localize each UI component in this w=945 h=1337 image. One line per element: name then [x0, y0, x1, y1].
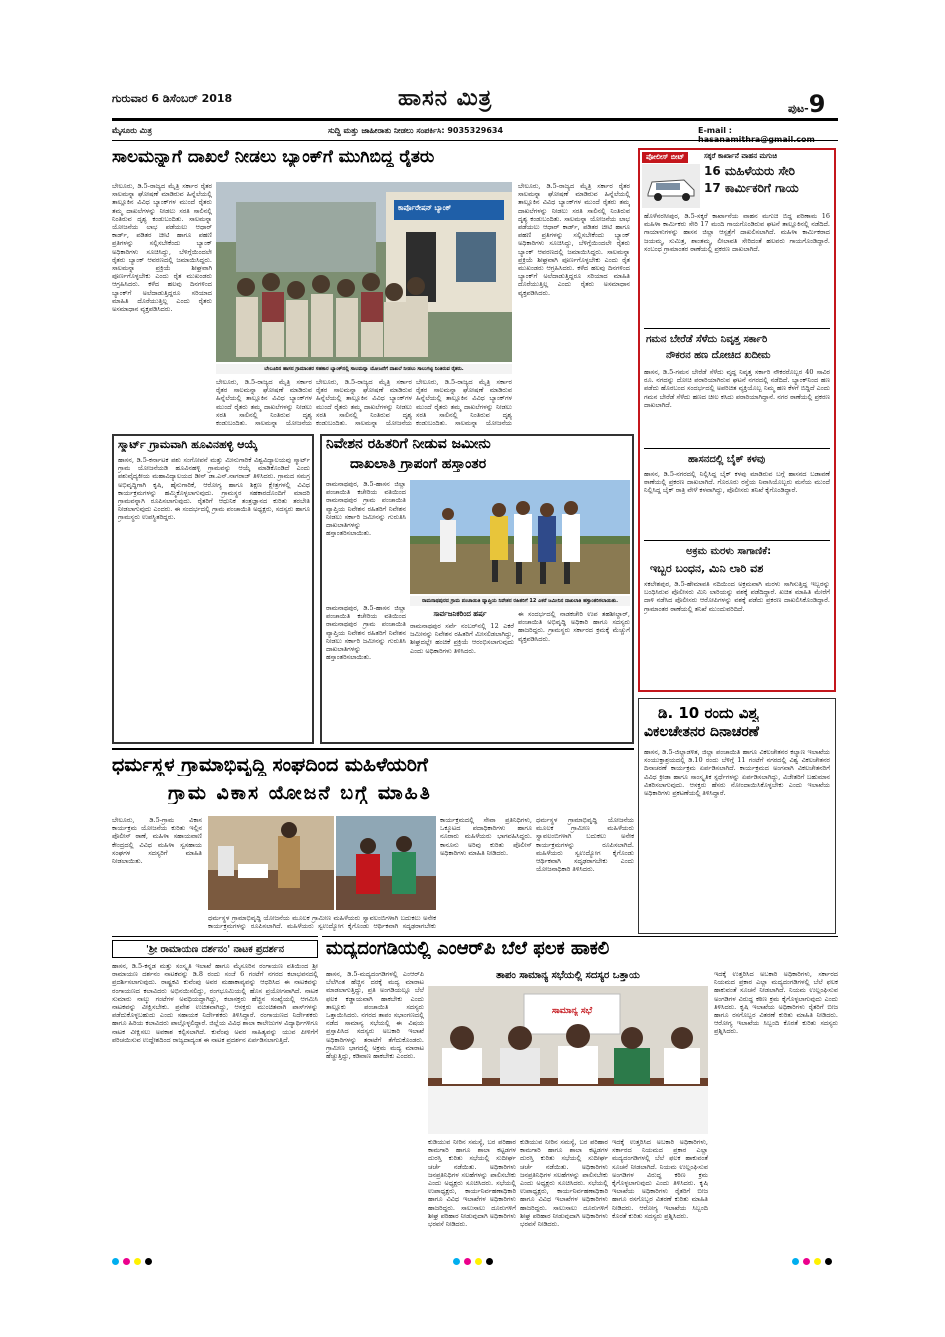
bike-headline: ಹಾಸನದಲ್ಲಿ ಬೈಕ್ ಕಳವು — [688, 454, 766, 465]
page-number: 9 — [808, 90, 826, 118]
police-head-c: 17 ಕಾರ್ಮಿಕರಿಗೆ ಗಾಯ — [704, 181, 799, 195]
land-photo — [410, 480, 630, 594]
story1-photo-caption: ಬೇಲೂರಿನ ಹಾಸನ ಗ್ರಾಮಾಂತರ ಸಹಕಾರ ಬ್ಯಾಂಕ್‌ನಲ್ಲಿ ಸಾಲಮನ್ನಾ ಯೋಜನೆಗೆ ದಾಖಲೆ ನೀಡಲು ಸಾಲುಗಟ್ಟಿ ನಿಂತಿರುವ ರೈತರು. — [216, 364, 512, 374]
bike-text: ಹಾಸನ, ಡಿ.5-ನಗರದಲ್ಲಿ ನಿಲ್ಲಿಸಿದ್ದ ಬೈಕ್ ಕಳವು ಮಾಡಿರುವ ಬಗ್ಗೆ ಹಾಸನದ ಬಡಾವಣೆ ಠಾಣೆಯಲ್ಲಿ ಪ್ರಕರಣ ದಾಖಲಾಗಿದೆ. ಗೊರೂರು ರಸ್ತೆಯ ನಿವಾಸಿಯೊಬ್ಬರು ಮನೆಯ ಮುಂದೆ ನಿಲ್ಲಿಸಿದ್ದ ಬೈಕ್ ರಾತ್ರಿ ವೇಳೆ ಕಳವಾಗಿದ್ದು, ಪೊಲೀಸರು ತನಿಖೆ ಕೈಗೊಂಡಿದ್ದಾರೆ. — [644, 470, 830, 495]
smart-headline: ಸ್ಮಾರ್ಟ್ ಗ್ರಾಮವಾಗಿ ಹೂವಿನಹಳ್ಳಿ ಆಯ್ಕೆ — [118, 438, 258, 451]
dot-black — [145, 1258, 152, 1265]
dharma-text-b: ಧರ್ಮಸ್ಥಳ ಗ್ರಾಮಾಭಿವೃದ್ಧಿ ಯೋಜನೆಯ ಮೂಲಕ ಗ್ರಾಮೀಣ ಮಹಿಳೆಯರು ಸ್ವಾವಲಂಬಿಗಳಾಗಿ ಬದುಕಲು ಅನೇಕ ಕಾರ್ಯಕ್ರಮಗಳನ್ನು ರೂಪಿಸಲಾಗಿದೆ. ಮಹಿಳೆಯರು ಸ್ವಉದ್ಯೋಗ ಕೈಗೊಂಡು ಆರ್ಥಿಕವಾಗಿ ಸದೃಢರಾಗಬೇಕು — [208, 914, 436, 931]
ramayana-headline: 'ಶ್ರೀ ರಾಮಾಯಣ ದರ್ಶನಂ' ನಾಟಕ ಪ್ರದರ್ಶನ — [112, 940, 318, 958]
newspaper-page — [98, 86, 840, 1266]
land-text-left-2: ರಾಮನಾಥಪುರ, ಡಿ.5-ಹಾಸನ ಜಿಲ್ಲಾ ಪಂಚಾಯಿತಿ ಕಚೇರಿಯ ವತಿಯಿಂದ ರಾಮನಾಥಪುರ ಗ್ರಾಮ ಪಂಚಾಯಿತಿ ವ್ಯಾಪ್ತಿಯ ನಿವೇಶನ ರಹಿತರಿಗೆ ನಿವೇಶನ ನೀಡಲು ಸರ್ಕಾರಿ ಜಮೀನನ್ನು ಗುರುತಿಸಿ ದಾಖಲಾತಿಗಳನ್ನು ಹಸ್ತಾಂತರಿಸಲಾಯಿತು. — [326, 604, 406, 662]
mrp-text-mid-2: ಕುಡಿಯುವ ನೀರಿನ ಸಮಸ್ಯೆ, ಬರ ಪರಿಹಾರ ಕಾಮಗಾರಿ ಹಾಗೂ ಶಾಲಾ ಕಟ್ಟಡಗಳ ದುರಸ್ತಿ ಕುರಿತು ಸಭೆಯಲ್ಲಿ ಸುದೀರ್ಘ ಚರ್ಚೆ ನಡೆಯಿತು. ಅಧಿಕಾರಿಗಳು ಜನಪ್ರತಿನಿಧಿಗಳ ಸಲಹೆಗಳನ್ನು ಪಾಲಿಸಬೇಕು ಎಂದು ಅಧ್ಯಕ್ಷರು ಸೂಚಿಸಿದರು. ಸಭೆಯಲ್ಲಿ ಉಪಾಧ್ಯಕ್ಷರು, ಕಾರ್ಯನಿರ್ವಹಣಾಧಿಕಾರಿ ಹಾಗೂ ವಿವಿಧ ಇಲಾಖೆಗಳ ಅಧಿಕಾರಿಗಳು ಹಾಜರಿದ್ದರು. ಸಾಲುಸಾಲು ದೂರುಗಳಿಗೆ ಶೀಘ್ರ ಪರಿಹಾರ ನೀಡುವುದಾಗಿ ಅಧಿಕಾರಿಗಳು ಭರವಸೆ ನೀಡಿದರು. — [520, 1138, 608, 1229]
fraud-rule — [644, 328, 830, 329]
police-badge: ಪೋಲೀಸ್ ಬೀಟ್ — [642, 152, 688, 163]
section-name: ಮೈಸೂರು ಮಿತ್ರ — [112, 126, 152, 135]
sand-headline-a: ಅಕ್ರಮ ಮರಳು ಸಾಗಾಣಿಕೆ: — [686, 546, 772, 557]
masthead-title: ಹಾಸನ ಮಿತ್ರ — [398, 86, 493, 111]
fraud-text: ಹಾಸನ, ಡಿ.5-ಗಮನ ಬೇರೆಡೆ ಸೆಳೆದು ವೃದ್ಧ ನಿವೃತ್ತ ಸರ್ಕಾರಿ ನೌಕರರೊಬ್ಬರ 40 ಸಾವಿರ ರೂ. ನಗದನ್ನು ದೋಚಿ ಪರಾರಿಯಾಗಿರುವ ಘಟನೆ ನಗರದಲ್ಲಿ ನಡೆದಿದೆ. ಬ್ಯಾಂಕ್‌ನಿಂದ ಹಣ ಪಡೆದು ಹೊರಬಂದ ಸಂದರ್ಭದಲ್ಲಿ ಅಪರಿಚಿತ ವ್ಯಕ್ತಿಯೊಬ್ಬ ನಿಮ್ಮ ಹಣ ಕೆಳಗೆ ಬಿದ್ದಿದೆ ಎಂದು ಗಮನ ಬೇರೆಡೆ ಸೆಳೆದು ಹಣದ ಚೀಲ ಕಸಿದು ಪರಾರಿಯಾಗಿದ್ದಾನೆ. ನಗರ ಠಾಣೆಯಲ್ಲಿ ಪ್ರಕರಣ ದಾಖಲಾಗಿದೆ. — [644, 368, 830, 409]
smart-text: ಹಾಸನ, ಡಿ.5-ಕರ್ನಾಟಕ ಪಶು ಸಂಗೋಪನೆ ಮತ್ತು ಮೀನುಗಾರಿಕೆ ವಿಶ್ವವಿದ್ಯಾಲಯವು ಸ್ಮಾರ್ಟ್ ಗ್ರಾಮ ಯೋಜನೆಯಡಿ ಹೂವಿನಹಳ್ಳಿ ಗ್ರಾಮವನ್ನು ಆಯ್ಕೆ ಮಾಡಿಕೊಂಡಿದೆ ಎಂದು ಪಶುವೈದ್ಯಕೀಯ ಮಹಾವಿದ್ಯಾಲಯದ ಡೀನ್ ಡಾ.ಎನ್.ನಾಗರಾಜ್ ತಿಳಿಸಿದರು. ಗ್ರಾಮದ ಸಮಗ್ರ ಅಭಿವೃದ್ಧಿಗಾಗಿ ಕೃಷಿ, ಹೈನುಗಾರಿಕೆ, ಆರೋಗ್ಯ ಹಾಗೂ ಶಿಕ್ಷಣ ಕ್ಷೇತ್ರಗಳಲ್ಲಿ ವಿವಿಧ ಕಾರ್ಯಕ್ರಮಗಳನ್ನು ಹಮ್ಮಿಕೊಳ್ಳಲಾಗುವುದು. ಗ್ರಾಮಸ್ಥರ ಸಹಕಾರದೊಂದಿಗೆ ಮಾದರಿ ಗ್ರಾಮವನ್ನಾಗಿ ರೂಪಿಸಲಾಗುವುದು. ರೈತರಿಗೆ ಆಧುನಿಕ ತಂತ್ರಜ್ಞಾನದ ಕುರಿತು ತರಬೇತಿ ನೀಡಲಾಗುವುದು ಎಂದರು. ಈ ಸಂದರ್ಭದಲ್ಲಿ ಗ್ರಾಮ ಪಂಚಾಯಿತಿ ಅಧ್ಯಕ್ಷರು, ಸದಸ್ಯರು ಹಾಗೂ ಗ್ರಾಮಸ್ಥರು ಉಪಸ್ಥಿತರಿದ್ದರು. — [118, 456, 310, 522]
dot-magenta — [123, 1258, 130, 1265]
land-headline-b: ದಾಖಲಾತಿ ಗ್ರಾಪಂಗೆ ಹಸ್ತಾಂತರ — [350, 456, 487, 472]
dot-black — [486, 1258, 493, 1265]
story1-text-col3: ಬೇಲೂರು, ಡಿ.5-ರಾಜ್ಯದ ಮೈತ್ರಿ ಸರ್ಕಾರ ರೈತರ ಸಾಲಮನ್ನಾ ಘೋಷಣೆ ಮಾಡಿರುವ ಹಿನ್ನೆಲೆಯಲ್ಲಿ ತಾಲ್ಲೂಕಿನ ವಿವಿಧ ಬ್ಯಾಂಕ್‌ಗಳ ಮುಂದೆ ರೈತರು ತಮ್ಮ ದಾಖಲೆಗಳನ್ನು ನೀಡಲು ಸರತಿ ಸಾಲಿನಲ್ಲಿ ನಿಂತಿರುವ ದೃಶ್ಯ ಕಂಡುಬಂದಿತು. ಸಾಲಮನ್ನಾ ಯೋಜನೆಯ — [316, 378, 412, 428]
disability-headline-b: ವಿಕಲಚೇತನರ ದಿನಾಚರಣೆ — [644, 724, 759, 740]
dot-cyan — [112, 1258, 119, 1265]
story1-photo — [216, 182, 512, 362]
sand-text: ಸಕಲೇಶಪುರ, ಡಿ.5-ಹೇಮಾವತಿ ನದಿಯಿಂದ ಅಕ್ರಮವಾಗಿ ಮರಳು ಸಾಗಿಸುತ್ತಿದ್ದ ಇಬ್ಬರನ್ನು ಬಂಧಿಸಿರುವ ಪೊಲೀಸರು ಮಿನಿ ಲಾರಿಯನ್ನು ವಶಕ್ಕೆ ಪಡೆದಿದ್ದಾರೆ. ಖಚಿತ ಮಾಹಿತಿ ಮೇರೆಗೆ ದಾಳಿ ನಡೆಸಿದ ಪೊಲೀಸರು ಆರೋಪಿಗಳನ್ನು ವಶಕ್ಕೆ ಪಡೆದು ಪ್ರಕರಣ ದಾಖಲಿಸಿಕೊಂಡಿದ್ದಾರೆ. ಗ್ರಾಮಾಂತರ ಠಾಣೆಯಲ್ಲಿ ತನಿಖೆ ಮುಂದುವರಿದಿದೆ. — [644, 580, 830, 613]
dot-yellow — [134, 1258, 141, 1265]
dot-black — [825, 1258, 832, 1265]
mrp-text-mid-1: ಕುಡಿಯುವ ನೀರಿನ ಸಮಸ್ಯೆ, ಬರ ಪರಿಹಾರ ಕಾಮಗಾರಿ ಹಾಗೂ ಶಾಲಾ ಕಟ್ಟಡಗಳ ದುರಸ್ತಿ ಕುರಿತು ಸಭೆಯಲ್ಲಿ ಸುದೀರ್ಘ ಚರ್ಚೆ ನಡೆಯಿತು. ಅಧಿಕಾರಿಗಳು ಜನಪ್ರತಿನಿಧಿಗಳ ಸಲಹೆಗಳನ್ನು ಪಾಲಿಸಬೇಕು ಎಂದು ಅಧ್ಯಕ್ಷರು ಸೂಚಿಸಿದರು. ಸಭೆಯಲ್ಲಿ ಉಪಾಧ್ಯಕ್ಷರು, ಕಾರ್ಯನಿರ್ವಹಣಾಧಿಕಾರಿ ಹಾಗೂ ವಿವಿಧ ಇಲಾಖೆಗಳ ಅಧಿಕಾರಿಗಳು ಹಾಜರಿದ್ದರು. ಸಾಲುಸಾಲು ದೂರುಗಳಿಗೆ ಶೀಘ್ರ ಪರಿಹಾರ ನೀಡುವುದಾಗಿ ಅಧಿಕಾರಿಗಳು ಭರವಸೆ ನೀಡಿದರು. — [428, 1138, 516, 1229]
registration-dots-left — [112, 1258, 152, 1265]
disability-headline-a: ಡಿ. 10 ರಂದು ವಿಶ್ವ — [658, 704, 760, 722]
masthead-rule-2 — [112, 140, 838, 141]
sand-headline-b: ಇಬ್ಬರ ಬಂಧನ, ಮಿನಿ ಲಾರಿ ವಶ — [650, 562, 764, 575]
email-line: E-mail : — [698, 126, 732, 135]
ramayana-rule — [112, 936, 318, 937]
story1-text-col2: ಬೇಲೂರು, ಡಿ.5-ರಾಜ್ಯದ ಮೈತ್ರಿ ಸರ್ಕಾರ ರೈತರ ಸಾಲಮನ್ನಾ ಘೋಷಣೆ ಮಾಡಿರುವ ಹಿನ್ನೆಲೆಯಲ್ಲಿ ತಾಲ್ಲೂಕಿನ ವಿವಿಧ ಬ್ಯಾಂಕ್‌ಗಳ ಮುಂದೆ ರೈತರು ತಮ್ಮ ದಾಖಲೆಗಳನ್ನು ನೀಡಲು ಸರತಿ ಸಾಲಿನಲ್ಲಿ ನಿಂತಿರುವ ದೃಶ್ಯ ಕಂಡುಬಂದಿತು. ಸಾಲಮನ್ನಾ ಯೋಜನೆಯ — [216, 378, 312, 428]
dharma-text-c: ಕಾರ್ಯಕ್ರಮದಲ್ಲಿ ಸೇವಾ ಪ್ರತಿನಿಧಿಗಳು, ಒಕ್ಕೂಟದ ಪದಾಧಿಕಾರಿಗಳು ಹಾಗೂ ನೂರಾರು ಮಹಿಳೆಯರು ಭಾಗವಹಿಸಿದ್ದರು. ಕಾನೂನು ಅರಿವು ಕುರಿತು ಪೊಲೀಸ್ ಅಧಿಕಾರಿಗಳು ಮಾಹಿತಿ ನೀಡಿದರು. — [440, 816, 532, 857]
mrp-text-right: ಇದಕ್ಕೆ ಉತ್ತರಿಸಿದ ಅಬಕಾರಿ ಅಧಿಕಾರಿಗಳು, ಸರ್ಕಾರದ ನಿಯಮದ ಪ್ರಕಾರ ಎಲ್ಲಾ ಮದ್ಯದಂಗಡಿಗಳಲ್ಲಿ ಬೆಲೆ ಫಲಕ ಹಾಕುವಂತೆ ಸೂಚನೆ ನೀಡಲಾಗಿದೆ. ನಿಯಮ ಉಲ್ಲಂಘಿಸುವ ಅಂಗಡಿಗಳ ವಿರುದ್ಧ ಕಠಿಣ ಕ್ರಮ ಕೈಗೊಳ್ಳಲಾಗುವುದು ಎಂದು ತಿಳಿಸಿದರು. ಕೃಷಿ ಇಲಾಖೆಯ ಅಧಿಕಾರಿಗಳು ರೈತರಿಗೆ ಬೀಜ ಹಾಗೂ ರಸಗೊಬ್ಬರ ವಿತರಣೆ ಕುರಿತು ಮಾಹಿತಿ ನೀಡಿದರು. ಆರೋಗ್ಯ ಇಲಾಖೆಯ ಸಿಬ್ಬಂದಿ ಕೊರತೆ ಕುರಿತು ಸದಸ್ಯರು ಪ್ರಶ್ನಿಸಿದರು. — [714, 970, 838, 1036]
dot-yellow — [814, 1258, 821, 1265]
mrp-banner-text: ಸಾಮಾನ್ಯ ಸಭೆ — [551, 1006, 593, 1016]
land-headline-a: ನಿವೇಶನ ರಹಿತರಿಗೆ ನೀಡುವ ಜಮೀನು — [326, 436, 491, 452]
sand-rule — [644, 540, 830, 541]
masthead-rule — [112, 118, 838, 121]
story1-text-col1: ಬೇಲೂರು, ಡಿ.5-ರಾಜ್ಯದ ಮೈತ್ರಿ ಸರ್ಕಾರ ರೈತರ ಸಾಲಮನ್ನಾ ಘೋಷಣೆ ಮಾಡಿರುವ ಹಿನ್ನೆಲೆಯಲ್ಲಿ ತಾಲ್ಲೂಕಿನ ವಿವಿಧ ಬ್ಯಾಂಕ್‌ಗಳ ಮುಂದೆ ರೈತರು ತಮ್ಮ ದಾಖಲೆಗಳನ್ನು ನೀಡಲು ಸರತಿ ಸಾಲಿನಲ್ಲಿ ನಿಂತಿರುವ ದೃಶ್ಯ ಕಂಡುಬಂದಿತು. ಸಾಲಮನ್ನಾ ಯೋಜನೆಯ ಲಾಭ ಪಡೆಯಲು ಆಧಾರ್ ಕಾರ್ಡ್, ಪಡಿತರ ಚೀಟಿ ಹಾಗೂ ಪಹಣಿ ಪ್ರತಿಗಳನ್ನು ಸಲ್ಲಿಸಬೇಕೆಂದು ಬ್ಯಾಂಕ್ ಅಧಿಕಾರಿಗಳು ಸೂಚಿಸಿದ್ದು, ಬೆಳಿಗ್ಗೆಯಿಂದಲೇ ರೈತರು ಬ್ಯಾಂಕ್ ಆವರಣದಲ್ಲಿ ಜಮಾಯಿಸಿದ್ದರು. ಸಾಲಮನ್ನಾ ಪ್ರಕ್ರಿಯೆ ಶೀಘ್ರವಾಗಿ ಪೂರ್ಣಗೊಳ್ಳಬೇಕು ಎಂದು ರೈತ ಮುಖಂಡರು ಆಗ್ರಹಿಸಿದರು. ಕಳೆದ ಹಲವು ದಿನಗಳಿಂದ ಬ್ಯಾಂಕ್‌ಗೆ ಅಲೆದಾಡುತ್ತಿದ್ದರೂ ಸರಿಯಾದ ಮಾಹಿತಿ ದೊರೆಯುತ್ತಿಲ್ಲ ಎಂದು ರೈತರು ಅಸಮಾಧಾನ ವ್ಯಕ್ತಪಡಿಸಿದರು. — [112, 182, 212, 314]
contact-line: ಸುದ್ದಿ ಮತ್ತು ಜಾಹೀರಾತು ನೀಡಲು ಸಂಪರ್ಕಿಸಿ: 9035329634 — [328, 126, 504, 135]
story1-headline: ಸಾಲಮನ್ನಾಗೆ ದಾಖಲೆ ನೀಡಲು ಬ್ಯಾಂಕ್‌ಗೆ ಮುಗಿಬಿದ್ದ ರೈತರು — [112, 147, 435, 167]
dharma-photo — [208, 816, 334, 910]
page-label — [788, 90, 825, 118]
dharma-photo-2 — [336, 816, 436, 910]
police-head-a: ಸಕ್ಕರೆ ಕಾರ್ಖಾನೆ ವಾಹನ ಮಗುಚಿ — [704, 152, 777, 160]
land-text-left: ರಾಮನಾಥಪುರ, ಡಿ.5-ಹಾಸನ ಜಿಲ್ಲಾ ಪಂಚಾಯಿತಿ ಕಚೇರಿಯ ವತಿಯಿಂದ ರಾಮನಾಥಪುರ ಗ್ರಾಮ ಪಂಚಾಯಿತಿ ವ್ಯಾಪ್ತಿಯ ನಿವೇಶನ ರಹಿತರಿಗೆ ನಿವೇಶನ ನೀಡಲು ಸರ್ಕಾರಿ ಜಮೀನನ್ನು ಗುರುತಿಸಿ ದಾಖಲಾತಿಗಳನ್ನು ಹಸ್ತಾಂತರಿಸಲಾಯಿತು. — [326, 480, 406, 538]
mrp-text-mid-3: ಇದಕ್ಕೆ ಉತ್ತರಿಸಿದ ಅಬಕಾರಿ ಅಧಿಕಾರಿಗಳು, ಸರ್ಕಾರದ ನಿಯಮದ ಪ್ರಕಾರ ಎಲ್ಲಾ ಮದ್ಯದಂಗಡಿಗಳಲ್ಲಿ ಬೆಲೆ ಫಲಕ ಹಾಕುವಂತೆ ಸೂಚನೆ ನೀಡಲಾಗಿದೆ. ನಿಯಮ ಉಲ್ಲಂಘಿಸುವ ಅಂಗಡಿಗಳ ವಿರುದ್ಧ ಕಠಿಣ ಕ್ರಮ ಕೈಗೊಳ್ಳಲಾಗುವುದು ಎಂದು ತಿಳಿಸಿದರು. ಕೃಷಿ ಇಲಾಖೆಯ ಅಧಿಕಾರಿಗಳು ರೈತರಿಗೆ ಬೀಜ ಹಾಗೂ ರಸಗೊಬ್ಬರ ವಿತರಣೆ ಕುರಿತು ಮಾಹಿತಿ ನೀಡಿದರು. ಆರೋಗ್ಯ ಇಲಾಖೆಯ ಸಿಬ್ಬಂದಿ ಕೊರತೆ ಕುರಿತು ಸದಸ್ಯರು ಪ್ರಶ್ನಿಸಿದರು. — [612, 1138, 708, 1220]
dot-magenta — [803, 1258, 810, 1265]
fraud-headline-b: ನೌಕರನ ಹಣ ದೋಚಿದ ಖದೀಮ — [666, 350, 771, 361]
mrp-text-left: ಹಾಸನ, ಡಿ.5-ಮದ್ಯದಂಗಡಿಗಳಲ್ಲಿ ಎಂಆರ್‌ಪಿ ಬೆಲೆಗಿಂತ ಹೆಚ್ಚಿನ ದರಕ್ಕೆ ಮದ್ಯ ಮಾರಾಟ ಮಾಡಲಾಗುತ್ತಿದ್ದು, ಪ್ರತಿ ಅಂಗಡಿಯಲ್ಲೂ ಬೆಲೆ ಫಲಕ ಕಡ್ಡಾಯವಾಗಿ ಹಾಕಬೇಕು ಎಂದು ತಾಲ್ಲೂಕು ಪಂಚಾಯಿತಿ ಸದಸ್ಯರು ಒತ್ತಾಯಿಸಿದರು. ನಗರದ ತಾಪಂ ಸಭಾಂಗಣದಲ್ಲಿ ನಡೆದ ಸಾಮಾನ್ಯ ಸಭೆಯಲ್ಲಿ ಈ ವಿಷಯ ಪ್ರಸ್ತಾಪಿಸಿದ ಸದಸ್ಯರು ಅಬಕಾರಿ ಇಲಾಖೆ ಅಧಿಕಾರಿಗಳನ್ನು ತರಾಟೆಗೆ ತೆಗೆದುಕೊಂಡರು. ಗ್ರಾಮೀಣ ಭಾಗದಲ್ಲಿ ಅಕ್ರಮ ಮದ್ಯ ಮಾರಾಟ ಹೆಚ್ಚುತ್ತಿದ್ದು, ಕಡಿವಾಣ ಹಾಕಬೇಕು ಎಂದರು. — [326, 970, 424, 1061]
mrp-photo — [428, 986, 708, 1134]
police-head-b: 16 ಮಹಿಳೆಯರು ಸೇರಿ — [704, 164, 795, 178]
land-subhead: ಸಾರ್ವಜನಿಕರಿಂದ ಹರ್ಷ — [433, 610, 487, 618]
story1-text-col4: ಬೇಲೂರು, ಡಿ.5-ರಾಜ್ಯದ ಮೈತ್ರಿ ಸರ್ಕಾರ ರೈತರ ಸಾಲಮನ್ನಾ ಘೋಷಣೆ ಮಾಡಿರುವ ಹಿನ್ನೆಲೆಯಲ್ಲಿ ತಾಲ್ಲೂಕಿನ ವಿವಿಧ ಬ್ಯಾಂಕ್‌ಗಳ ಮುಂದೆ ರೈತರು ತಮ್ಮ ದಾಖಲೆಗಳನ್ನು ನೀಡಲು ಸರತಿ ಸಾಲಿನಲ್ಲಿ ನಿಂತಿರುವ ದೃಶ್ಯ ಕಂಡುಬಂದಿತು. ಸಾಲಮನ್ನಾ ಯೋಜನೆಯ — [416, 378, 512, 428]
dharma-headline-a: ಧರ್ಮಸ್ಥಳ ಗ್ರಾಮಾಭಿವೃದ್ಧಿ ಸಂಘದಿಂದ ಮಹಿಳೆಯರಿಗೆ — [112, 754, 428, 776]
ramayana-text: ಹಾಸನ, ಡಿ.5-ಕನ್ನಡ ಮತ್ತು ಸಂಸ್ಕೃತಿ ಇಲಾಖೆ ಹಾಗೂ ಮೈಸೂರಿನ ರಂಗಾಯಣ ವತಿಯಿಂದ ಶ್ರೀ ರಾಮಾಯಣ ದರ್ಶನಂ ನಾಟಕವನ್ನು ಡಿ.8 ರಂದು ಸಂಜೆ 6 ಗಂಟೆಗೆ ನಗರದ ಕಲಾಭವನದಲ್ಲಿ ಪ್ರದರ್ಶಿಸಲಾಗುವುದು. ರಾಷ್ಟ್ರಕವಿ ಕುವೆಂಪು ಅವರ ಮಹಾಕಾವ್ಯವನ್ನು ಆಧರಿಸಿದ ಈ ನಾಟಕವನ್ನು ರಂಗಾಯಣದ ಕಲಾವಿದರು ಅಭಿನಯಿಸಲಿದ್ದು, ರಂಗಭೂಮಿಯಲ್ಲಿ ಹೊಸ ಪ್ರಯೋಗವಾಗಿದೆ. ನಾಟಕ ಸುಮಾರು ನಾಲ್ಕು ಗಂಟೆಗಳ ಅವಧಿಯದ್ದಾಗಿದ್ದು, ಕಲಾಸಕ್ತರು ಹೆಚ್ಚಿನ ಸಂಖ್ಯೆಯಲ್ಲಿ ಆಗಮಿಸಿ ನಾಟಕವನ್ನು ವೀಕ್ಷಿಸಬೇಕು. ಪ್ರವೇಶ ಉಚಿತವಾಗಿದ್ದು, ಆಸಕ್ತರು ಮುಂಚಿತವಾಗಿ ಪಾಸ್‌ಗಳನ್ನು ಪಡೆದುಕೊಳ್ಳಬಹುದು ಎಂದು ಸಹಾಯಕ ನಿರ್ದೇಶಕರು ತಿಳಿಸಿದ್ದಾರೆ. ರಂಗಾಯಣದ ನಿರ್ದೇಶಕರು ಹಾಗೂ ಹಿರಿಯ ಕಲಾವಿದರು ಪಾಲ್ಗೊಳ್ಳಲಿದ್ದಾರೆ. ಜಿಲ್ಲೆಯ ವಿವಿಧ ಶಾಲಾ ಕಾಲೇಜುಗಳ ವಿದ್ಯಾರ್ಥಿಗಳಿಗೂ ನಾಟಕ ವೀಕ್ಷಿಸಲು ಅವಕಾಶ ಕಲ್ಪಿಸಲಾಗಿದೆ. ಕುವೆಂಪು ಅವರ ಸಾಹಿತ್ಯವನ್ನು ಯುವ ಪೀಳಿಗೆಗೆ ಪರಿಚಯಿಸುವ ಉದ್ದೇಶದಿಂದ ರಾಜ್ಯದಾದ್ಯಂತ ಈ ನಾಟಕ ಪ್ರದರ್ಶನ ಏರ್ಪಡಿಸಲಾಗುತ್ತಿದೆ. — [112, 962, 318, 1044]
land-photo-caption: ರಾಮನಾಥಪುರದ ಗ್ರಾಮ ಪಂಚಾಯಿತಿ ವ್ಯಾಪ್ತಿಯ ನಿವೇಶನ ರಹಿತರಿಗೆ 12 ಎಕರೆ ಜಮೀನಿನ ದಾಖಲಾತಿ ಹಸ್ತಾಂತರಿಸಲಾಯಿತು. — [410, 596, 630, 606]
masthead-date: ಗುರುವಾರ 6 ಡಿಸೆಂಬರ್ 2018 — [112, 92, 233, 105]
dharma-text-d: ಧರ್ಮಸ್ಥಳ ಗ್ರಾಮಾಭಿವೃದ್ಧಿ ಯೋಜನೆಯ ಮೂಲಕ ಗ್ರಾಮೀಣ ಮಹಿಳೆಯರು ಸ್ವಾವಲಂಬಿಗಳಾಗಿ ಬದುಕಲು ಅನೇಕ ಕಾರ್ಯಕ್ರಮಗಳನ್ನು ರೂಪಿಸಲಾಗಿದೆ. ಮಹಿಳೆಯರು ಸ್ವಉದ್ಯೋಗ ಕೈಗೊಂಡು ಆರ್ಥಿಕವಾಗಿ ಸದೃಢರಾಗಬೇಕು ಎಂದು ಯೋಜನಾಧಿಕಾರಿ ತಿಳಿಸಿದರು. — [536, 816, 634, 874]
dot-cyan — [453, 1258, 460, 1265]
land-text-right: ಈ ಸಂದರ್ಭದಲ್ಲಿ ನಾಡಕಚೇರಿ ಉಪ ತಹಶೀಲ್ದಾರ್, ಪಂಚಾಯಿತಿ ಅಭಿವೃದ್ಧಿ ಅಧಿಕಾರಿ ಹಾಗೂ ಸದಸ್ಯರು ಹಾಜರಿದ್ದರು. ಗ್ರಾಮಸ್ಥರು ಸರ್ಕಾರದ ಕ್ರಮಕ್ಕೆ ಮೆಚ್ಚುಗೆ ವ್ಯಕ್ತಪಡಿಸಿದರು. — [518, 610, 630, 643]
mrp-rule — [322, 936, 838, 937]
registration-dots-center — [453, 1258, 493, 1265]
dharma-text-a: ಬೇಲೂರು, ಡಿ.5-ಗ್ರಾಮ ವಿಕಾಸ ಕಾರ್ಯಕ್ರಮ ಯೋಜನೆಯ ಕುರಿತು ಇಲ್ಲಿನ ಪೊಲೀಸ್ ಠಾಣೆ, ಮಹಿಳಾ ಸಹಾಯವಾಣಿ ಕೇಂದ್ರದಲ್ಲಿ ವಿವಿಧ ಮಹಿಳಾ ಸ್ವಸಹಾಯ ಸಂಘಗಳ ಸದಸ್ಯರಿಗೆ ಮಾಹಿತಿ ನೀಡಲಾಯಿತು. — [112, 816, 202, 866]
bike-rule — [644, 448, 830, 449]
mrp-subheadline: ತಾಪಂ ಸಾಮಾನ್ಯ ಸಭೆಯಲ್ಲಿ ಸದಸ್ಯರ ಒತ್ತಾಯ — [496, 970, 640, 981]
police-van-photo — [642, 164, 700, 208]
dot-cyan — [792, 1258, 799, 1265]
page-label-text: ಪುಟ- — [788, 102, 809, 115]
land-text-mid: ರಾಮನಾಥಪುರ ಸರ್ವೆ ನಂಬರ್‌ನಲ್ಲಿ 12 ಎಕರೆ ಜಮೀನನ್ನು ನಿವೇಶನ ರಹಿತರಿಗೆ ಮೀಸಲಿಡಲಾಗಿದ್ದು, ಶೀಘ್ರದಲ್ಲೇ ಹಂಚಿಕೆ ಪ್ರಕ್ರಿಯೆ ಆರಂಭಿಸಲಾಗುವುದು ಎಂದು ಅಧಿಕಾರಿಗಳು ತಿಳಿಸಿದರು. — [410, 622, 514, 655]
dharma-headline-b: ಗ್ರಾಮ ವಿಕಾಸ ಯೋಜನೆ ಬಗ್ಗೆ ಮಾಹಿತಿ — [168, 782, 432, 804]
bank-sign-text: ಕಾರ್ಪೊರೇಷನ್ ಬ್ಯಾಂಕ್ — [398, 204, 452, 212]
fraud-headline-a: ಗಮನ ಬೇರೆಡೆ ಸೆಳೆದು ನಿವೃತ್ತ ಸರ್ಕಾರಿ — [646, 334, 768, 345]
dharma-rule — [112, 748, 634, 750]
disability-text: ಹಾಸನ, ಡಿ.5-ಜಿಲ್ಲಾಡಳಿತ, ಜಿಲ್ಲಾ ಪಂಚಾಯಿತಿ ಹಾಗೂ ವಿಕಲಚೇತನರ ಕಲ್ಯಾಣ ಇಲಾಖೆಯ ಸಂಯುಕ್ತಾಶ್ರಯದಲ್ಲಿ ಡಿ.10 ರಂದು ಬೆಳಿಗ್ಗೆ 11 ಗಂಟೆಗೆ ನಗರದಲ್ಲಿ ವಿಶ್ವ ವಿಕಲಚೇತನರ ದಿನಾಚರಣೆ ಕಾರ್ಯಕ್ರಮ ಏರ್ಪಡಿಸಲಾಗಿದೆ. ಕಾರ್ಯಕ್ರಮದ ಅಂಗವಾಗಿ ವಿಕಲಚೇತನರಿಗೆ ವಿವಿಧ ಕ್ರೀಡಾ ಹಾಗೂ ಸಾಂಸ್ಕೃತಿಕ ಸ್ಪರ್ಧೆಗಳನ್ನು ಏರ್ಪಡಿಸಲಾಗಿದ್ದು, ವಿಜೇತರಿಗೆ ಬಹುಮಾನ ವಿತರಿಸಲಾಗುವುದು. ಆಸಕ್ತರು ಹೆಸರು ನೋಂದಾಯಿಸಿಕೊಳ್ಳಬೇಕು ಎಂದು ಇಲಾಖೆಯ ಅಧಿಕಾರಿಗಳು ಪ್ರಕಟಣೆಯಲ್ಲಿ ತಿಳಿಸಿದ್ದಾರೆ. — [644, 748, 830, 798]
story1-text-col5: ಬೇಲೂರು, ಡಿ.5-ರಾಜ್ಯದ ಮೈತ್ರಿ ಸರ್ಕಾರ ರೈತರ ಸಾಲಮನ್ನಾ ಘೋಷಣೆ ಮಾಡಿರುವ ಹಿನ್ನೆಲೆಯಲ್ಲಿ ತಾಲ್ಲೂಕಿನ ವಿವಿಧ ಬ್ಯಾಂಕ್‌ಗಳ ಮುಂದೆ ರೈತರು ತಮ್ಮ ದಾಖಲೆಗಳನ್ನು ನೀಡಲು ಸರತಿ ಸಾಲಿನಲ್ಲಿ ನಿಂತಿರುವ ದೃಶ್ಯ ಕಂಡುಬಂದಿತು. ಸಾಲಮನ್ನಾ ಯೋಜನೆಯ ಲಾಭ ಪಡೆಯಲು ಆಧಾರ್ ಕಾರ್ಡ್, ಪಡಿತರ ಚೀಟಿ ಹಾಗೂ ಪಹಣಿ ಪ್ರತಿಗಳನ್ನು ಸಲ್ಲಿಸಬೇಕೆಂದು ಬ್ಯಾಂಕ್ ಅಧಿಕಾರಿಗಳು ಸೂಚಿಸಿದ್ದು, ಬೆಳಿಗ್ಗೆಯಿಂದಲೇ ರೈತರು ಬ್ಯಾಂಕ್ ಆವರಣದಲ್ಲಿ ಜಮಾಯಿಸಿದ್ದರು. ಸಾಲಮನ್ನಾ ಪ್ರಕ್ರಿಯೆ ಶೀಘ್ರವಾಗಿ ಪೂರ್ಣಗೊಳ್ಳಬೇಕು ಎಂದು ರೈತ ಮುಖಂಡರು ಆಗ್ರಹಿಸಿದರು. ಕಳೆದ ಹಲವು ದಿನಗಳಿಂದ ಬ್ಯಾಂಕ್‌ಗೆ ಅಲೆದಾಡುತ್ತಿದ್ದರೂ ಸರಿಯಾದ ಮಾಹಿತಿ ದೊರೆಯುತ್ತಿಲ್ಲ ಎಂದು ರೈತರು ಅಸಮಾಧಾನ ವ್ಯಕ್ತಪಡಿಸಿದರು. — [518, 182, 630, 297]
dot-magenta — [464, 1258, 471, 1265]
mrp-headline: ಮದ್ಯದಂಗಡಿಯಲ್ಲಿ ಎಂಆರ್‌ಪಿ ಬೆಲೆ ಫಲಕ ಹಾಕಲಿ — [326, 938, 610, 959]
dot-yellow — [475, 1258, 482, 1265]
police-text: ಹೊಳೆನರಸೀಪುರ, ಡಿ.5-ಸಕ್ಕರೆ ಕಾರ್ಖಾನೆಯ ವಾಹನ ಮಗುಚಿ ಬಿದ್ದ ಪರಿಣಾಮ 16 ಮಹಿಳಾ ಕಾರ್ಮಿಕರು ಸೇರಿ 17 ಮಂದಿ ಗಾಯಗೊಂಡಿರುವ ಘಟನೆ ತಾಲ್ಲೂಕಿನಲ್ಲಿ ನಡೆದಿದೆ. ಗಾಯಾಳುಗಳನ್ನು ಹಾಸನ ಜಿಲ್ಲಾ ಆಸ್ಪತ್ರೆಗೆ ದಾಖಲಿಸಲಾಗಿದೆ. ಮಹಿಳಾ ಕಾರ್ಮಿಕರಾದ ಜಯಮ್ಮ, ಸುಮಿತ್ರ, ಶಾಂತಮ್ಮ, ಲೀಲಾವತಿ ಸೇರಿದಂತೆ ಹಲವರು ಗಾಯಗೊಂಡಿದ್ದಾರೆ. ಸಂಬಂಧ ಗ್ರಾಮಾಂತರ ಠಾಣೆಯಲ್ಲಿ ಪ್ರಕರಣ ದಾಖಲಾಗಿದೆ. — [644, 212, 830, 253]
registration-dots-right — [792, 1258, 832, 1265]
